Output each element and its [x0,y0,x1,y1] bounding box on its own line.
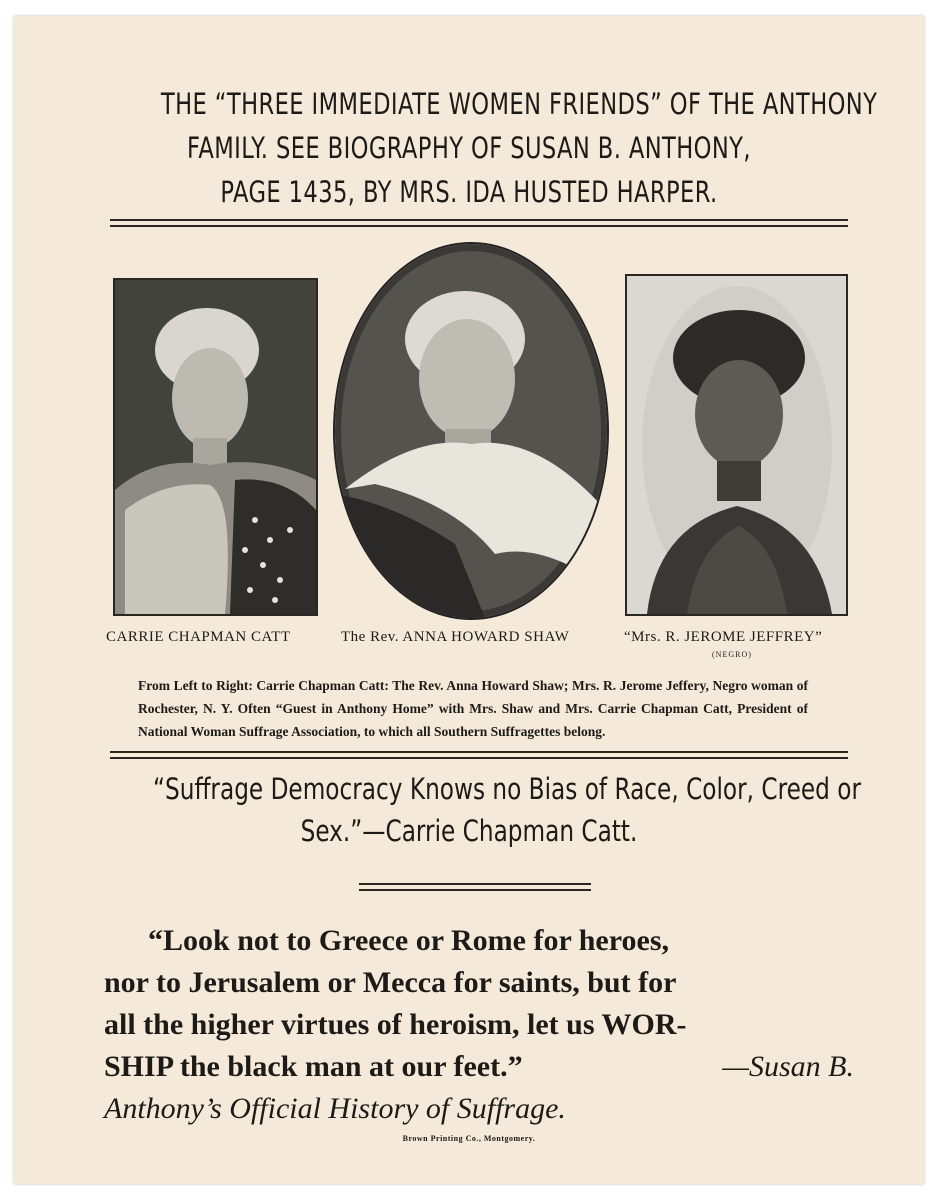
quote-anthony-attribution: —Susan B. [722,1050,854,1083]
caption-right-subcaption: (NEGRO) [712,650,752,659]
quote-anthony-line-4 [104,1046,854,1088]
quote-anthony-line-4-bold: SHIP the black man at our feet.” [104,1050,523,1083]
quote-anthony-line-3: all the higher virtues of heroism, let us WOR- [104,1008,687,1041]
headline-line-2: FAMILY. SEE BIOGRAPHY OF SUSAN B. ANTHONY, [187,131,751,165]
divider-top [110,219,848,227]
quote-anthony-line-1: “Look not to Greece or Rome for heroes, [148,924,670,957]
photo-description: From Left to Right: Carrie Chapman Catt: The Rev. Anna Howard Shaw; Mrs. R. Jerome Jeffery, Negro woman of Rochester, N. Y. Often “Guest in Anthony Home” with Mrs. Shaw and Mrs. Carrie Chapman Catt, President of National Woman Suffrage Association, to which all Southern Suffragettes belong. [138,678,808,739]
caption-center: The Rev. ANNA HOWARD SHAW [341,629,570,645]
caption-left: CARRIE CHAPMAN CATT [106,629,291,645]
divider-middle [110,751,848,759]
photo-mrs-r-jerome-jeffrey [625,274,848,616]
broadside-sheet [14,16,924,1184]
quote-anthony [104,920,854,1130]
caption-right: “Mrs. R. JEROME JEFFREY” [624,629,823,645]
divider-short [359,883,591,891]
photo-carrie-chapman-catt [113,278,318,616]
headline [160,82,878,214]
quote-anthony-line-2: nor to Jerusalem or Mecca for saints, but for [104,966,677,999]
printer-imprint: Brown Printing Co., Montgomery. [402,1134,536,1143]
quote-catt-line-2: Sex.”—Carrie Chapman Catt. [300,814,638,848]
headline-line-3: PAGE 1435, BY MRS. IDA HUSTED HARPER. [220,175,718,209]
quote-catt-line-1: “Suffrage Democracy Knows no Bias of Race, Color, Creed or [153,772,861,806]
quote-anthony-source: Anthony’s Official History of Suffrage. [104,1092,566,1125]
photo-anna-howard-shaw [333,242,609,620]
headline-line-1: THE “THREE IMMEDIATE WOMEN FRIENDS” OF THE ANTHONY [160,87,878,121]
quote-catt [153,768,861,852]
